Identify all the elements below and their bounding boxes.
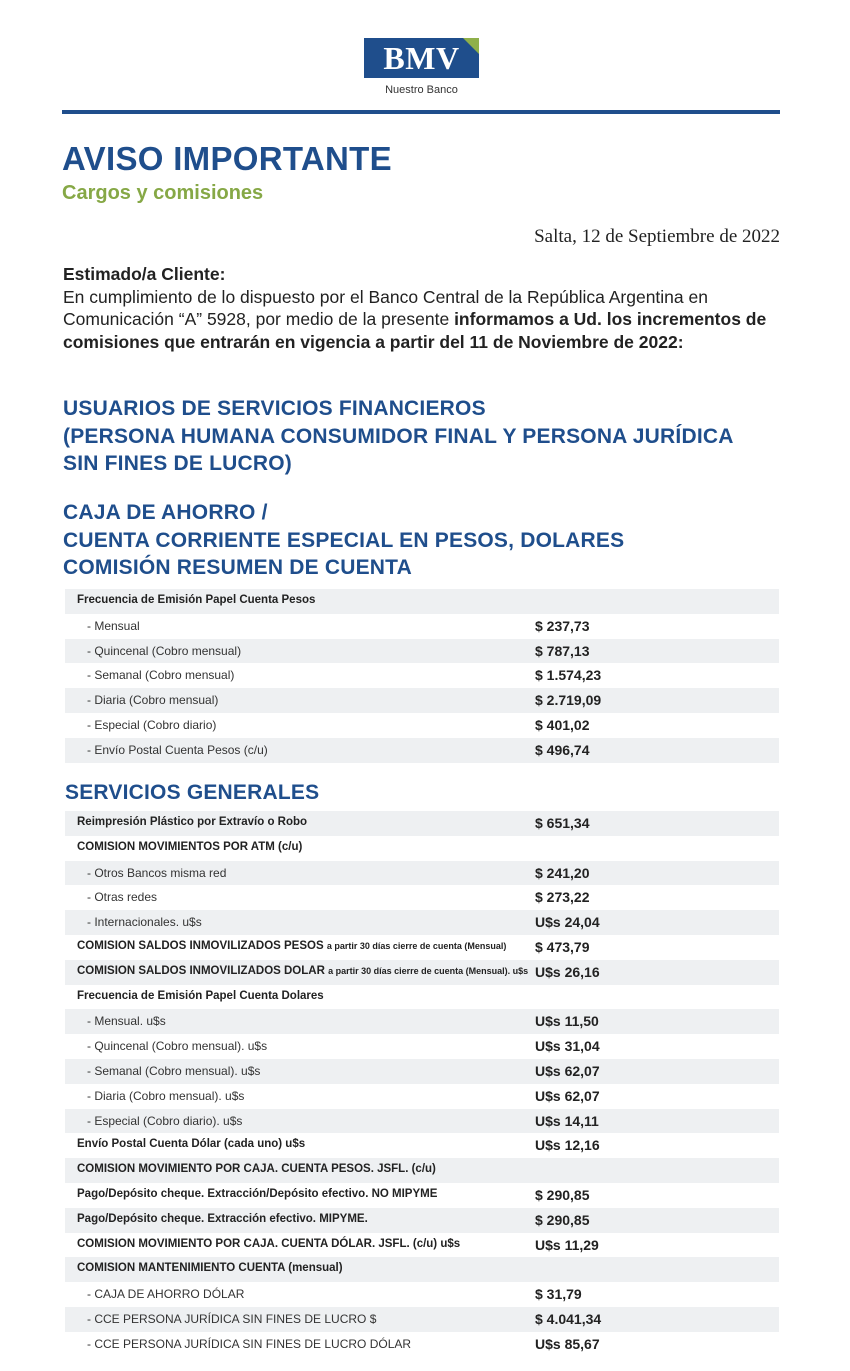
row-value: U$s 26,16 bbox=[535, 963, 600, 980]
row-value: $ 290,85 bbox=[535, 1186, 590, 1203]
row-label-text: - Otras redes bbox=[87, 890, 158, 905]
row-label-text: Pago/Depósito cheque. Extracción efectivo. MIPYME. bbox=[77, 1212, 368, 1225]
table-row bbox=[65, 1133, 779, 1158]
row-label-text: - Internacionales. u$s bbox=[87, 915, 202, 930]
row-label bbox=[77, 990, 324, 1002]
table-row bbox=[65, 1257, 779, 1282]
row-label-text: - Especial (Cobro diario). u$s bbox=[87, 1113, 243, 1128]
row-label bbox=[87, 1312, 376, 1326]
row-label-text: COMISION MOVIMIENTO POR CAJA. CUENTA PESOS. JSFL. (c/u) bbox=[77, 1163, 436, 1176]
table-row bbox=[65, 1233, 779, 1258]
row-value: $ 496,74 bbox=[535, 741, 590, 758]
notice-title: AVISO IMPORTANTE bbox=[62, 140, 392, 177]
table-row bbox=[65, 1183, 779, 1208]
row-value: U$s 11,29 bbox=[535, 1236, 599, 1253]
row-label bbox=[77, 1188, 437, 1200]
row-label bbox=[87, 915, 202, 929]
row-label-text: - CCE PERSONA JURÍDICA SIN FINES DE LUCRO DÓLAR bbox=[87, 1336, 412, 1351]
row-value: $ 273,22 bbox=[535, 889, 590, 906]
row-label-text: Pago/Depósito cheque. Extracción/Depósito efectivo. NO MIPYME bbox=[77, 1187, 438, 1200]
row-label bbox=[87, 644, 241, 658]
notice-subtitle: Cargos y comisiones bbox=[62, 182, 264, 204]
row-value: U$s 31,04 bbox=[535, 1038, 600, 1055]
intro-body: En cumplimiento de lo dispuesto por el Banco Central de la República Argentina en Comunicación “A” 5928, por medio de la presente bbox=[63, 286, 708, 329]
row-label-text: Frecuencia de Emisión Papel Cuenta Pesos bbox=[77, 594, 316, 606]
general-services-heading: SERVICIOS GENERALES bbox=[65, 781, 320, 804]
row-label bbox=[87, 1114, 242, 1128]
table-row bbox=[65, 1208, 779, 1233]
table-row bbox=[65, 589, 779, 614]
row-label-text: COMISION SALDOS INMOVILIZADOS PESOS bbox=[77, 939, 324, 952]
row-label bbox=[87, 743, 268, 757]
row-label bbox=[87, 619, 140, 633]
row-value: U$s 85,67 bbox=[535, 1335, 600, 1352]
row-label bbox=[77, 940, 506, 952]
row-label bbox=[87, 668, 234, 682]
table-row bbox=[65, 713, 779, 738]
header-rule bbox=[62, 110, 780, 114]
row-label-note: a partir 30 días cierre de cuenta (Mensual) bbox=[326, 940, 507, 951]
account-heading-line3: COMISIÓN RESUMEN DE CUENTA bbox=[63, 556, 412, 579]
table-row bbox=[65, 639, 779, 664]
row-label-text: - Quincenal (Cobro mensual) bbox=[87, 643, 242, 658]
row-value: $ 787,13 bbox=[535, 642, 590, 659]
row-label bbox=[77, 965, 528, 977]
row-label-text: - Otros Bancos misma red bbox=[87, 865, 227, 880]
row-label bbox=[87, 1089, 244, 1103]
row-label bbox=[77, 841, 302, 853]
row-value: U$s 12,16 bbox=[535, 1137, 600, 1154]
table-row bbox=[65, 738, 779, 763]
statement-fees-table bbox=[65, 589, 779, 763]
row-value: $ 290,85 bbox=[535, 1211, 590, 1228]
row-value: U$s 11,50 bbox=[535, 1013, 599, 1030]
row-value: $ 473,79 bbox=[535, 938, 590, 955]
table-row bbox=[65, 910, 779, 935]
row-label bbox=[87, 718, 216, 732]
table-row bbox=[65, 1282, 779, 1307]
row-label-text: Envío Postal Cuenta Dólar (cada uno) u$s bbox=[77, 1138, 306, 1151]
table-row bbox=[65, 614, 779, 639]
greeting: Estimado/a Cliente: bbox=[63, 264, 226, 284]
users-heading bbox=[63, 395, 734, 478]
row-value: $ 237,73 bbox=[535, 617, 590, 634]
row-label bbox=[87, 1014, 166, 1028]
row-value: $ 241,20 bbox=[535, 864, 590, 881]
table-row bbox=[65, 836, 779, 861]
row-value: $ 4.041,34 bbox=[535, 1310, 602, 1327]
account-heading bbox=[63, 499, 624, 582]
table-row bbox=[65, 1034, 779, 1059]
table-row bbox=[65, 1109, 779, 1134]
users-heading-line3: SIN FINES DE LUCRO) bbox=[63, 452, 292, 475]
row-label bbox=[87, 890, 157, 904]
row-label bbox=[77, 594, 315, 606]
logo-tagline: Nuestro Banco bbox=[385, 84, 458, 96]
row-label bbox=[87, 1064, 260, 1078]
table-row bbox=[65, 935, 779, 960]
row-value: $ 401,02 bbox=[535, 716, 590, 733]
table-row bbox=[65, 1307, 779, 1332]
table-row bbox=[65, 1059, 779, 1084]
row-label-text: - Diaria (Cobro mensual) bbox=[87, 693, 219, 708]
row-label bbox=[87, 1287, 244, 1301]
table-row bbox=[65, 985, 779, 1010]
table-row bbox=[65, 663, 779, 688]
row-label-text: - Especial (Cobro diario) bbox=[87, 717, 217, 732]
notice-date: Salta, 12 de Septiembre de 2022 bbox=[534, 226, 780, 247]
row-label-text: Reimpresión Plástico por Extravío o Robo bbox=[77, 816, 308, 828]
table-row bbox=[65, 960, 779, 985]
row-label bbox=[77, 1262, 343, 1274]
row-label bbox=[77, 1213, 368, 1225]
row-label-text: COMISION MANTENIMIENTO CUENTA (mensual) bbox=[77, 1262, 343, 1275]
row-label-text: COMISION MOVIMIENTOS POR ATM (c/u) bbox=[77, 840, 303, 853]
row-label bbox=[87, 1337, 411, 1351]
row-label-text: - Semanal (Cobro mensual). u$s bbox=[87, 1063, 261, 1078]
row-label-text: - Diaria (Cobro mensual). u$s bbox=[87, 1088, 245, 1103]
row-label-text: - CAJA DE AHORRO DÓLAR bbox=[87, 1287, 245, 1302]
row-label-text: - Quincenal (Cobro mensual). u$s bbox=[87, 1039, 268, 1054]
table-row bbox=[65, 1009, 779, 1034]
logo-corner-mark bbox=[463, 38, 479, 54]
row-label-text: - CCE PERSONA JURÍDICA SIN FINES DE LUCRO $ bbox=[87, 1311, 377, 1326]
row-label-text: COMISION SALDOS INMOVILIZADOS DOLAR bbox=[77, 964, 325, 977]
row-value: U$s 62,07 bbox=[535, 1087, 600, 1104]
row-label bbox=[87, 1039, 267, 1053]
row-value: U$s 24,04 bbox=[535, 914, 600, 931]
row-value: U$s 62,07 bbox=[535, 1062, 600, 1079]
row-value: U$s 14,11 bbox=[535, 1112, 599, 1129]
row-label bbox=[77, 1138, 305, 1150]
table-row bbox=[65, 1332, 779, 1357]
row-value: $ 31,79 bbox=[535, 1286, 582, 1303]
row-label-text: COMISION MOVIMIENTO POR CAJA. CUENTA DÓLAR. JSFL. (c/u) u$s bbox=[77, 1237, 461, 1250]
row-label-text: - Semanal (Cobro mensual) bbox=[87, 668, 235, 683]
row-label-text: - Mensual bbox=[87, 618, 140, 633]
row-label bbox=[77, 816, 307, 828]
intro-body-bold: informamos a Ud. los incrementos de comisiones que entrarán en vigencia a partir del 11 de Noviembre de 2022: bbox=[63, 309, 767, 352]
users-heading-line2: (PERSONA HUMANA CONSUMIDOR FINAL Y PERSONA JURÍDICA bbox=[63, 424, 734, 448]
table-row bbox=[65, 688, 779, 713]
general-services-table bbox=[65, 811, 779, 1357]
table-row bbox=[65, 885, 779, 910]
account-heading-line2: CUENTA CORRIENTE ESPECIAL EN PESOS, DOLARES bbox=[63, 528, 625, 552]
row-value: $ 1.574,23 bbox=[535, 667, 602, 684]
intro-paragraph bbox=[63, 263, 783, 353]
table-row bbox=[65, 811, 779, 836]
row-label bbox=[77, 1163, 436, 1175]
row-label bbox=[77, 1238, 460, 1250]
row-value: $ 2.719,09 bbox=[535, 692, 602, 709]
row-label-text: Frecuencia de Emisión Papel Cuenta Dolares bbox=[77, 989, 324, 1002]
row-label-text: - Envío Postal Cuenta Pesos (c/u) bbox=[87, 742, 268, 757]
account-heading-line1: CAJA DE AHORRO / bbox=[63, 501, 268, 524]
row-label bbox=[87, 693, 218, 707]
table-row bbox=[65, 1084, 779, 1109]
bank-logo bbox=[364, 38, 479, 78]
row-value: $ 651,34 bbox=[535, 815, 590, 831]
row-label bbox=[87, 866, 226, 880]
table-row bbox=[65, 1158, 779, 1183]
row-label-note: a partir 30 días cierre de cuenta (Mensual). u$s bbox=[328, 965, 529, 976]
logo-text: BMV bbox=[383, 40, 460, 76]
users-heading-line1: USUARIOS DE SERVICIOS FINANCIEROS bbox=[63, 397, 486, 420]
table-row bbox=[65, 861, 779, 886]
row-label-text: - Mensual. u$s bbox=[87, 1014, 166, 1029]
